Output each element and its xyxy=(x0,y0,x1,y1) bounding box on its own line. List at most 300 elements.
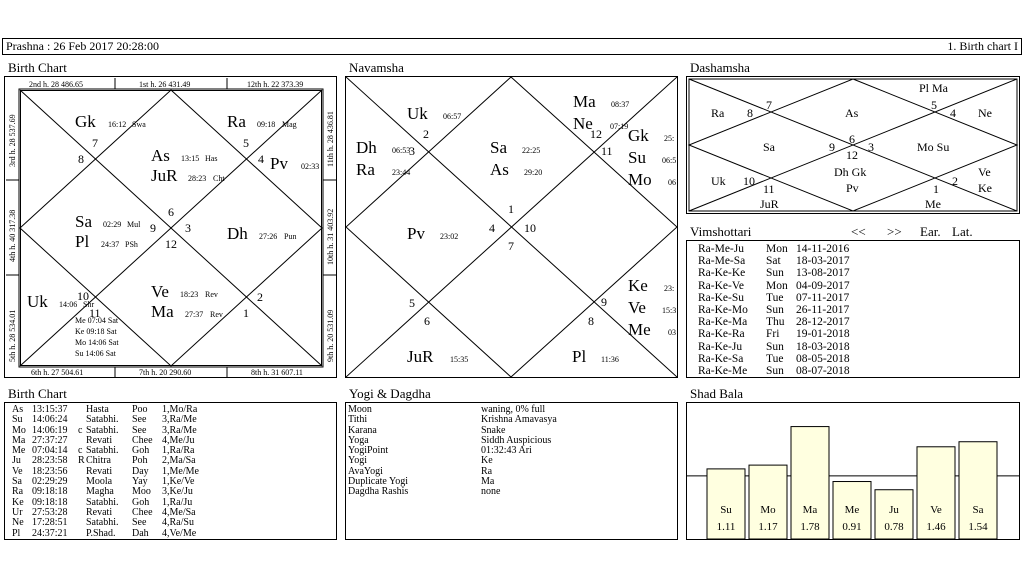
dasha-cell: Sat xyxy=(766,255,781,268)
dasha-cell: Sun xyxy=(766,267,784,280)
planet-nak: Rev xyxy=(205,290,218,299)
sign-number: 6 xyxy=(849,132,855,146)
sign-number: 2 xyxy=(952,174,958,188)
planet-cell: Me xyxy=(12,445,26,457)
dasha-row[interactable] xyxy=(698,292,876,304)
sign-number: 11 xyxy=(601,144,613,158)
planet-cell: c xyxy=(78,424,83,436)
planet-cell: See xyxy=(132,414,147,426)
sign-number: 3 xyxy=(868,140,874,154)
planet-cell: 07:04:14 xyxy=(32,445,68,457)
planet-deg: 23: xyxy=(664,284,675,293)
planet-cell: Magha xyxy=(86,486,114,498)
house5-label: 5th h. 28 534.01 xyxy=(8,309,17,362)
dasha-row[interactable] xyxy=(698,267,876,279)
shad-bala-title: Shad Bala xyxy=(690,386,744,401)
planet-cell: Poh xyxy=(132,455,148,467)
dasha-cell: Ra-Ke-Su xyxy=(698,291,744,304)
chart-selector-label[interactable]: 1. Birth chart I xyxy=(947,39,1018,53)
bar-value-label: 0.91 xyxy=(842,521,862,533)
sign-number: 8 xyxy=(588,314,594,328)
planet-cell: 4,Ra/Su xyxy=(162,517,194,529)
planet-deg: 14:06 xyxy=(59,300,78,309)
dasha-row[interactable] xyxy=(698,243,876,255)
planet-cell: Yay xyxy=(132,476,148,488)
planet-cell: 3,Ra/Me xyxy=(162,414,197,426)
dasha-row[interactable] xyxy=(698,255,876,267)
planet-group: Ra xyxy=(711,106,725,120)
sign-number: 2 xyxy=(257,290,263,304)
planet-deg: 03 xyxy=(668,328,676,337)
planet-cell: See xyxy=(132,424,147,436)
planet-name: Sa xyxy=(490,138,507,157)
planet-deg: 06:57 xyxy=(443,112,462,121)
dasha-cell: Sun xyxy=(766,365,784,378)
bar-planet-label: Su xyxy=(720,504,732,516)
planet-cell: 4,Ve/Me xyxy=(162,527,197,539)
planet-nak: Has xyxy=(205,154,218,163)
dasha-cell: 04-09-2017 xyxy=(796,279,850,292)
sign-number: 7 xyxy=(508,239,514,253)
prev-button[interactable]: << xyxy=(851,224,866,239)
planet-cell: 1,Me/Me xyxy=(162,465,199,477)
vimshottari-title: Vimshottari xyxy=(690,224,752,239)
sign-number: 12 xyxy=(165,237,177,251)
planet-cell: 2,Ma/Sa xyxy=(162,455,196,467)
yogi-table[interactable] xyxy=(345,402,678,540)
sign-number: 4 xyxy=(258,152,264,166)
yogi-label: Karana xyxy=(348,424,377,436)
dasha-cell: Ra-Ke-Ju xyxy=(698,340,743,353)
planet-deg: 28:23 xyxy=(188,174,207,183)
planet-cell: Chitra xyxy=(86,455,111,467)
sign-number: 10 xyxy=(524,221,536,235)
planet-cell: 4,Me/Sa xyxy=(162,506,196,518)
planet-name: Pv xyxy=(270,154,288,173)
bar-value-label: 1.11 xyxy=(716,521,736,533)
planet-cell: 27:37:27 xyxy=(32,434,68,446)
dashamsha-title: Dashamsha xyxy=(690,60,750,75)
planet-deg: 25: xyxy=(664,134,675,143)
planet-deg: 22:25 xyxy=(522,146,541,155)
earlier-button[interactable]: Ear. xyxy=(920,224,941,239)
planet-name: JuR xyxy=(407,347,434,366)
planet-cell: 09:18:18 xyxy=(32,496,68,508)
birth-table[interactable] xyxy=(4,402,337,540)
navamsha-svg xyxy=(346,77,677,377)
sign-number: 6 xyxy=(168,205,174,219)
dasha-cell: 07-11-2017 xyxy=(796,291,850,304)
dasha-cell: 08-05-2018 xyxy=(796,352,850,365)
planet-nak: Mul xyxy=(127,220,141,229)
yogi-row xyxy=(348,415,557,425)
planet-cell: 1,Ke/Ve xyxy=(162,476,195,488)
planet-cell: Revati xyxy=(86,465,113,477)
planet-group: Uk xyxy=(711,174,726,188)
dasha-cell: 18-03-2018 xyxy=(796,340,850,353)
planet-name: Uk xyxy=(27,292,48,311)
planet-deg: 09:18 xyxy=(257,120,276,129)
planet-nak: Pun xyxy=(284,232,297,241)
planet-name: Pv xyxy=(407,224,425,243)
planet-cell: Moola xyxy=(86,476,113,488)
house8-label: 8th h. 31 607.11 xyxy=(251,368,303,377)
dasha-cell: Ra-Ke-Ma xyxy=(698,316,748,329)
planet-cell: Goh xyxy=(132,496,150,508)
dasha-row[interactable] xyxy=(698,365,876,377)
planet-name: Sa xyxy=(75,212,92,231)
planet-cell: Revati xyxy=(86,506,113,518)
sign-number: 10 xyxy=(743,174,755,188)
chart-header xyxy=(2,38,1022,55)
house11-label: 11th h. 28 436.81 xyxy=(326,111,335,167)
bar-planet-label: Me xyxy=(844,504,860,516)
planet-deg: 06:5 xyxy=(662,156,677,165)
planet-cell xyxy=(78,405,86,415)
yogi-value: none xyxy=(481,486,501,498)
planet-name: Uk xyxy=(407,104,428,123)
sign-number: 4 xyxy=(950,106,956,120)
sign-number: 8 xyxy=(78,152,84,166)
planet-cell: Pl xyxy=(12,527,21,539)
planet-cell: 13:15:37 xyxy=(32,404,68,415)
planet-cell: R xyxy=(78,455,85,467)
planet-cell: Hasta xyxy=(86,404,109,415)
planet-nak: Swa xyxy=(132,120,146,129)
planet-cell: Sa xyxy=(12,476,22,488)
planet-deg: 16:12 xyxy=(108,120,127,129)
dasha-cell: Mon xyxy=(766,279,788,292)
yogi-value: waning, 0% full xyxy=(481,404,546,415)
vimshottari-rows xyxy=(698,243,876,377)
planet-nak: Cht xyxy=(213,174,225,183)
planet-name: JuR xyxy=(151,166,178,185)
yogi-row xyxy=(348,446,557,456)
sign-number: 12 xyxy=(590,127,602,141)
bar-value-label: 1.54 xyxy=(968,521,988,533)
planet-name: Pl xyxy=(75,232,90,251)
planet-name: Ra xyxy=(227,112,246,131)
sign-number: 11 xyxy=(763,182,775,196)
dasha-row[interactable] xyxy=(698,316,876,328)
planet-deg: 02:29 xyxy=(103,220,122,229)
yogi-label: Yoga xyxy=(348,434,369,446)
yogi-label: Yogi xyxy=(348,455,367,467)
yogi-label: Duplicate Yogi xyxy=(348,476,408,488)
house2-label: 2nd h. 28 486.65 xyxy=(29,80,83,89)
planet-cell xyxy=(78,477,86,487)
yogi-label: Moon xyxy=(348,404,372,415)
planet-deg: 15:35 xyxy=(450,355,469,364)
dasha-row[interactable] xyxy=(698,280,876,292)
planet-group: Mo Su xyxy=(917,140,950,154)
bar-planet-label: Sa xyxy=(972,504,984,516)
dasha-cell: Tue xyxy=(766,291,784,304)
planet-cell: Day xyxy=(132,465,149,477)
planet-deg: 07:19 xyxy=(610,122,629,131)
planet-group: As xyxy=(845,106,859,120)
planet-cell: Ve xyxy=(12,465,23,477)
planet-cell xyxy=(78,487,86,497)
sign-number: 9 xyxy=(829,140,835,154)
sign-number: 8 xyxy=(747,106,753,120)
house10-label: 10th h. 31 403.92 xyxy=(326,208,335,265)
planet-cell: Ne xyxy=(12,517,24,529)
sign-number: 1 xyxy=(933,182,939,196)
bar-planet-label: Ma xyxy=(802,504,818,516)
sign-number: 11 xyxy=(89,306,101,320)
dasha-cell: Ra-Ke-Mo xyxy=(698,304,748,317)
planet-name: Ra xyxy=(356,160,375,179)
sign-number: 3 xyxy=(185,221,191,235)
planet-name: Dh xyxy=(356,138,377,157)
navamsha-chart[interactable] xyxy=(345,76,678,378)
birth-table-rows xyxy=(12,405,212,539)
sign-number: 5 xyxy=(931,98,937,112)
dasha-cell: 18-03-2017 xyxy=(796,255,850,268)
dasha-cell: Ra-Me-Sa xyxy=(698,255,746,268)
planet-deg: 23:02 xyxy=(440,232,459,241)
planet-nak: Shr xyxy=(83,300,95,309)
sign-number: 1 xyxy=(243,306,249,320)
shad-bala-svg xyxy=(687,403,1019,539)
dasha-cell: 14-11-2016 xyxy=(796,243,850,255)
birth-table-title: Birth Chart xyxy=(8,386,67,401)
dasha-row[interactable] xyxy=(698,328,876,340)
birth-chart-title: Birth Chart xyxy=(8,60,67,75)
planet-cell: 3,Ra/Me xyxy=(162,424,197,436)
planet-group: Dh Gk xyxy=(834,165,867,179)
planet-deg: 13:15 xyxy=(181,154,200,163)
planet-group: Ke xyxy=(978,181,992,195)
dasha-cell: Thu xyxy=(766,316,785,329)
dasha-row[interactable] xyxy=(698,353,876,365)
planet-nak: PSh xyxy=(125,240,138,249)
yogi-label: YogiPoint xyxy=(348,445,389,457)
planet-name: Ve xyxy=(151,282,169,301)
bar-value-label: 1.17 xyxy=(758,521,778,533)
planet-cell xyxy=(78,498,86,508)
bar-planet-label: Ve xyxy=(930,504,942,516)
sign-number: 1 xyxy=(508,202,514,216)
sign-number: 9 xyxy=(150,221,156,235)
planet-cell: Dah xyxy=(132,527,149,539)
prashna-label: Prashna : 26 Feb 2017 20:28:00 xyxy=(6,39,159,53)
planet-group: Ve xyxy=(978,165,991,179)
planet-cell: As xyxy=(12,404,24,415)
birth-chart[interactable] xyxy=(4,76,337,378)
dasha-cell: Ra-Ke-Me xyxy=(698,365,748,378)
planet-name: Gk xyxy=(628,126,649,145)
planet-cell: Su xyxy=(12,414,23,426)
birth-chart-svg xyxy=(5,77,336,377)
planet-group: Me xyxy=(925,197,941,211)
planet-cell: 1,Ra/Ra xyxy=(162,445,195,457)
dasha-row[interactable] xyxy=(698,304,876,316)
planet-cell: Ur xyxy=(12,506,23,518)
yogi-value: Krishna Amavasya xyxy=(481,414,557,426)
sign-number: 5 xyxy=(243,136,249,150)
planet-name: Ma xyxy=(151,302,174,321)
planet-name: Gk xyxy=(75,112,96,131)
planet-cell: Ju xyxy=(12,455,21,467)
dasha-cell: Ra-Me-Ju xyxy=(698,243,744,255)
dashamsha-chart[interactable] xyxy=(686,76,1020,214)
house3-label: 3rd h. 28 537.69 xyxy=(8,114,17,167)
planet-deg: 08:37 xyxy=(611,100,630,109)
yogi-label: Dagdha Rashis xyxy=(348,486,409,498)
sign-number: 7 xyxy=(92,136,98,150)
sign-number: 9 xyxy=(601,295,607,309)
sign-number: 12 xyxy=(846,148,858,162)
yogi-value: Siddh Auspicious xyxy=(481,434,552,446)
planet-deg: 27:37 xyxy=(185,310,204,319)
planet-cell: Satabhi. xyxy=(86,424,119,436)
small-planet-row: Me 07:04 Sat xyxy=(75,316,119,325)
dasha-cell: 28-12-2017 xyxy=(796,316,850,329)
planet-deg: 06:53 xyxy=(392,146,411,155)
yogi-value: Ma xyxy=(481,476,495,488)
planet-cell: Ke xyxy=(12,496,24,508)
planet-cell: 1,Mo/Ra xyxy=(162,404,198,415)
planet-name: Pl xyxy=(572,347,587,366)
planet-name: As xyxy=(151,146,170,165)
planet-deg: 02:33 xyxy=(301,162,320,171)
planet-cell: Satabhi. xyxy=(86,496,119,508)
dasha-row[interactable] xyxy=(698,341,876,353)
planet-deg: 23:44 xyxy=(392,168,411,177)
yogi-value: 01:32:43 Ari xyxy=(481,445,532,457)
planet-group: Ne xyxy=(978,106,992,120)
house12-label: 12th h. 22 373.39 xyxy=(247,80,304,89)
planet-cell: Satabhi. xyxy=(86,445,119,457)
navamsha-title: Navamsha xyxy=(349,60,404,75)
dasha-cell: 13-08-2017 xyxy=(796,267,850,280)
next-button[interactable]: >> xyxy=(887,224,902,239)
dashamsha-svg xyxy=(687,77,1019,213)
bar-planet-label: Mo xyxy=(760,504,776,516)
small-planet-row: Ke 09:18 Sat xyxy=(75,327,117,336)
planet-cell xyxy=(78,529,86,539)
planet-row xyxy=(12,529,212,539)
planet-cell: 1,Ra/Ju xyxy=(162,496,193,508)
house4-label: 4th h. 40 317.38 xyxy=(8,209,17,262)
later-button[interactable]: Lat. xyxy=(952,224,973,239)
planet-name: Su xyxy=(628,148,646,167)
planet-cell: Chee xyxy=(132,434,153,446)
planet-cell: Revati xyxy=(86,434,113,446)
planet-cell: See xyxy=(132,517,147,529)
planet-cell xyxy=(78,467,86,477)
planet-name: Ne xyxy=(573,114,593,133)
small-planet-row: Mo 14:06 Sat xyxy=(75,338,119,347)
yogi-table-rows xyxy=(348,405,557,498)
planet-deg: 11:36 xyxy=(601,355,619,364)
planet-deg: 06 xyxy=(668,178,676,187)
vimshottari-list[interactable] xyxy=(686,240,1020,378)
planet-cell: 3,Ke/Ju xyxy=(162,486,193,498)
dasha-cell: Sun xyxy=(766,304,784,317)
planet-cell: Chee xyxy=(132,506,153,518)
planet-cell: Moo xyxy=(132,486,151,498)
bar-value-label: 1.46 xyxy=(926,521,946,533)
yogi-label: AvaYogi xyxy=(348,465,383,477)
planet-cell: 14:06:19 xyxy=(32,424,68,436)
planet-name: Mo xyxy=(628,170,652,189)
planet-group: Pl Ma xyxy=(919,81,949,95)
yogi-title: Yogi & Dagdha xyxy=(349,386,431,401)
planet-name: Ve xyxy=(628,298,646,317)
planet-cell: Ra xyxy=(12,486,24,498)
dasha-cell: Fri xyxy=(766,328,780,341)
planet-deg: 15:3 xyxy=(662,306,677,315)
planet-group: JuR xyxy=(760,197,779,211)
planet-cell xyxy=(78,508,86,518)
planet-name: Ma xyxy=(573,92,596,111)
dasha-cell: Mon xyxy=(766,243,788,255)
planet-cell: 28:23:58 xyxy=(32,455,68,467)
sign-number: 7 xyxy=(766,98,772,112)
planet-cell: Mo xyxy=(12,424,26,436)
yogi-value: Snake xyxy=(481,424,506,436)
bar-value-label: 1.78 xyxy=(800,521,820,533)
planet-cell: 18:23:56 xyxy=(32,465,68,477)
yogi-row xyxy=(348,487,557,497)
planet-cell: Satabhi. xyxy=(86,517,119,529)
dasha-cell: Tue xyxy=(766,352,784,365)
sign-number: 5 xyxy=(409,296,415,310)
planet-cell: c xyxy=(78,445,83,457)
planet-cell: 17:28:51 xyxy=(32,517,68,529)
dasha-cell: Ra-Ke-Ra xyxy=(698,328,745,341)
house1-label: 1st h. 26 431.49 xyxy=(139,80,191,89)
house9-label: 9th h. 20 531.09 xyxy=(326,309,335,362)
planet-cell: Ma xyxy=(12,434,26,446)
dasha-cell: 26-11-2017 xyxy=(796,304,850,317)
planet-cell: 02:29:29 xyxy=(32,476,68,488)
planet-nak: Rev xyxy=(210,310,223,319)
bar-planet-label: Ju xyxy=(889,504,899,516)
planet-cell: 14:06:24 xyxy=(32,414,68,426)
planet-cell: P.Shad. xyxy=(86,527,116,539)
yogi-label: Tithi xyxy=(348,414,368,426)
dasha-cell: 19-01-2018 xyxy=(796,328,850,341)
planet-cell xyxy=(78,518,86,528)
small-planet-row: Su 14:06 Sat xyxy=(75,349,116,358)
shad-bala-chart[interactable] xyxy=(686,402,1020,540)
sign-number: 10 xyxy=(77,289,89,303)
house6-label: 6th h. 27 504.61 xyxy=(31,368,84,377)
planet-deg: 18:23 xyxy=(180,290,199,299)
planet-cell: 24:37:21 xyxy=(32,527,68,539)
sign-number: 3 xyxy=(409,144,415,158)
planet-name: Dh xyxy=(227,224,248,243)
dasha-cell: 08-07-2018 xyxy=(796,365,850,378)
planet-name: Me xyxy=(628,320,651,339)
sign-number: 4 xyxy=(489,221,495,235)
planet-cell: Goh xyxy=(132,445,150,457)
sign-number: 6 xyxy=(424,314,430,328)
dasha-cell: Ra-Ke-Sa xyxy=(698,352,744,365)
planet-name: Ke xyxy=(628,276,648,295)
planet-deg: 29:20 xyxy=(524,168,543,177)
planet-cell: Satabhi. xyxy=(86,414,119,426)
planet-group: Pv xyxy=(846,181,859,195)
sign-number: 2 xyxy=(423,127,429,141)
yogi-value: Ke xyxy=(481,455,493,467)
planet-cell: 4,Me/Ju xyxy=(162,434,195,446)
planet-nak: Mag xyxy=(282,120,297,129)
